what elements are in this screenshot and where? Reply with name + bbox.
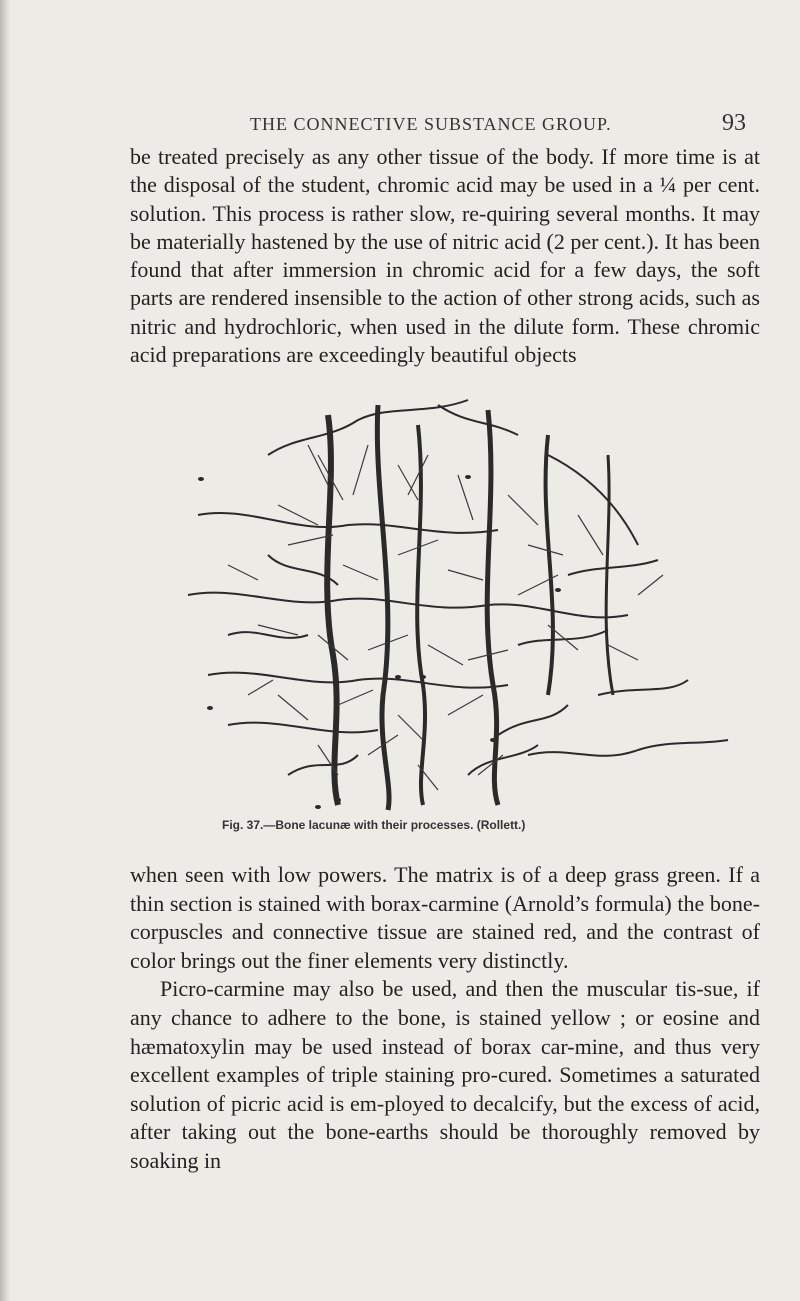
page-number: 93	[722, 110, 746, 136]
body-text-top	[130, 143, 760, 369]
running-head: THE CONNECTIVE SUBSTANCE GROUP.	[250, 114, 612, 134]
bone-lacunae-illustration	[168, 395, 758, 813]
figure-bone-lacunae	[168, 395, 758, 813]
body-text-bottom	[130, 861, 760, 1176]
paragraph-picro-carmine: Picro-carmine may also be used, and then the muscular tis-sue, if any chance to adhere to the bone, is stained yellow ; or eosine and hæmatoxylin may be used instead of borax car-mine, and thus very excellent examples of triple staining pro-cured. Sometimes a saturated solution of picric acid is em-ployed to decalcify, but the excess of acid, after taking out the bone-earths should be thoroughly removed by soaking in	[130, 976, 760, 1173]
page-edge-shadow	[0, 0, 10, 1301]
paragraph-continued: be treated precisely as any other tissue of the body. If more time is at the disposal of the student, chromic acid may be used in a ¼ per cent. solution. This process is rather slow, re-quiring several months. It may be materially hastened by the use of nitric acid (2 per cent.). It has been found that after immersion in chromic acid for a few days, the soft parts are rendered insensible to the action of other strong acids, such as nitric and hydrochloric, when used in the dilute form. These chromic acid preparations are exceedingly beautiful objects	[130, 144, 760, 368]
figure-caption: Fig. 37.—Bone lacunæ with their processes. (Rollett.)	[222, 818, 526, 832]
paragraph-continuation: when seen with low powers. The matrix is of a deep grass green. If a thin section is stained with borax-carmine (Arnold’s formula) the bone-corpuscles and connective tissue are stained red, and the contrast of color brings out the finer elements very distinctly.	[130, 862, 760, 973]
